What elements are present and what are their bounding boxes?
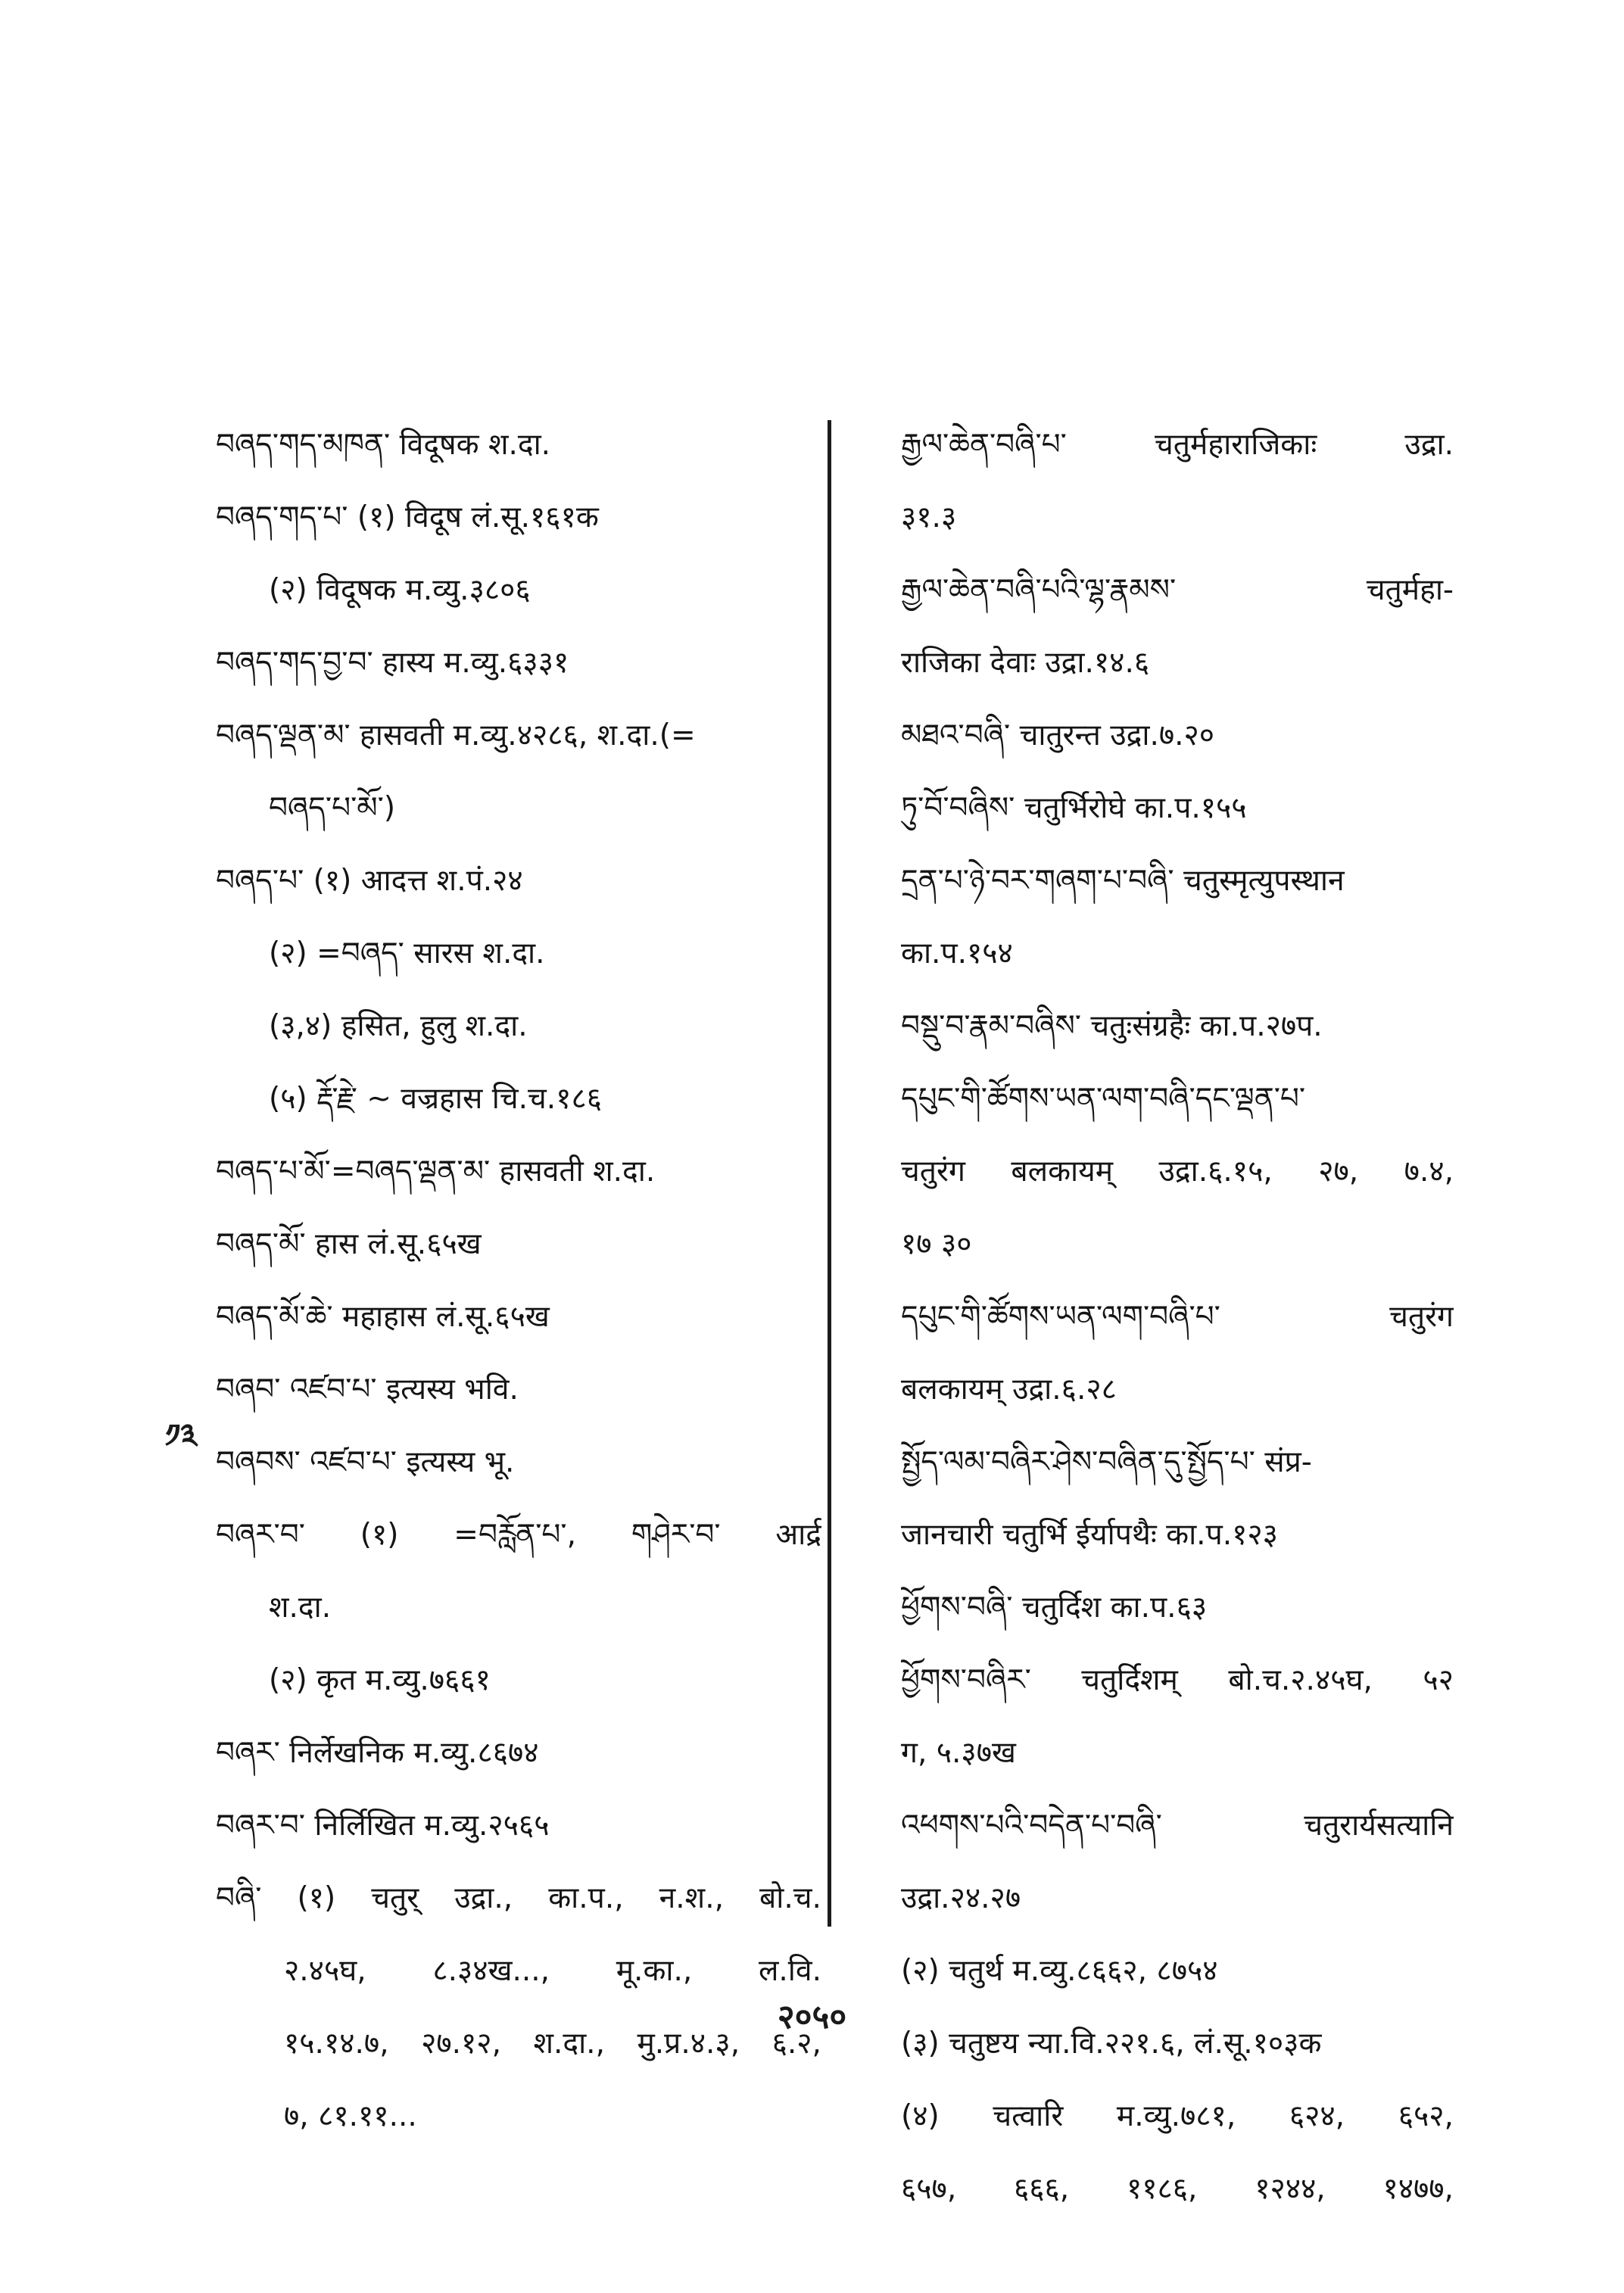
- entry-line: སྤྱོད་ལམ་བཞིར་ཤེས་བཞིན་དུ་སྤྱོད་པ་ संप्र-: [901, 1445, 1312, 1479]
- entry-word: चतुर्महाराजिकाः: [1155, 428, 1317, 462]
- entry-word: ८.३४ख...,: [432, 1954, 550, 1988]
- entry-line: (२) विदूषक म.व्यु.३८०६: [269, 573, 531, 607]
- entry-line: བཞད་པ་ (१) आदत्त श.पं.२४: [216, 864, 523, 898]
- entry-line: བཞད་གད་བྱ་བ་ हास्य म.व्यु.६३३१: [216, 646, 569, 680]
- entry-word: का.प.,: [548, 1881, 624, 1915]
- entry-line: बलकायम् उद्रा.६.२८: [901, 1372, 1117, 1407]
- entry-line: བཞབ་ འཛབ་པ་ इत्यस्य भवि.: [216, 1372, 519, 1407]
- entry-word: १५.१४.७,: [284, 2027, 389, 2061]
- entry-word: ६५२,: [1398, 2099, 1454, 2133]
- entry-line: བཞད་པ་མོ་): [269, 791, 396, 825]
- entry-word: ६५७,: [901, 2172, 957, 2206]
- entry-line: བཞད་ལྡན་མ་ हासवती म.व्यु.४२८६, श.दा.(=: [216, 718, 696, 752]
- entry-word: आर्द्र: [775, 1518, 821, 1552]
- margin-mark: ༡༣: [165, 1417, 198, 1454]
- entry-line: [901, 2080, 1454, 2153]
- entry-word: चतुरंग: [901, 1154, 965, 1189]
- left-column: [216, 409, 821, 2153]
- entry-line: [901, 1136, 1454, 1208]
- entry-word: म.व्यु.७८१,: [1116, 2099, 1236, 2133]
- entry-line: [901, 2153, 1454, 2226]
- entry-line: श.दा.: [269, 1590, 332, 1625]
- entry-word: =བརློན་པ་,: [454, 1518, 577, 1552]
- entry-word: बो.च.: [759, 1881, 821, 1915]
- entry-line: (३,४) हसित, हुलु श.दा.: [269, 1009, 528, 1043]
- entry-word: २७.१२,: [421, 2027, 501, 2061]
- entry-line: [901, 1644, 1454, 1717]
- entry-line: [901, 554, 1454, 627]
- entry-line: བཞད་མོ་ཆེ་ महाहास लं.सू.६५ख: [216, 1300, 550, 1334]
- entry-line: उद्रा.२४.२७: [901, 1881, 1021, 1915]
- entry-line: ग, ५.३७ख: [901, 1736, 1016, 1770]
- entry-line: (२) चतुर्थ म.व्यु.८६६२, ८७५४: [901, 1954, 1218, 1988]
- entry-line: བཞབས་ འཛབ་པ་ इत्यस्य भू.: [216, 1445, 515, 1479]
- entry-word: चतुर्दिशम्: [1081, 1663, 1178, 1697]
- entry-word: मू.का.,: [616, 1954, 693, 1988]
- entry-line: བཞད་པ་མོ་=བཞད་ལྡན་མ་ हासवती श.दा.: [216, 1154, 656, 1189]
- entry-word: (१): [297, 1881, 336, 1915]
- entry-line: [901, 409, 1454, 481]
- entry-word: चतुरंग: [1389, 1300, 1454, 1334]
- entry-word: ल.वि.: [758, 1954, 821, 1988]
- entry-word: བཞི་: [216, 1881, 262, 1915]
- entry-word: चतुर्: [371, 1881, 419, 1915]
- column-divider: [828, 420, 831, 1927]
- entry-line: जानचारी चतुर्भि ईर्यापथैः का.प.१२३: [901, 1518, 1278, 1552]
- entry-line: का.प.१५४: [901, 936, 1013, 970]
- entry-word: དཔུང་གི་ཚོགས་ཡན་ལག་བཞི་པ་: [901, 1300, 1220, 1334]
- entry-line: [901, 1281, 1454, 1354]
- entry-word: चतुर्महा-: [1366, 573, 1454, 607]
- entry-line: དཔུང་གི་ཚོགས་ཡན་ལག་བཞི་དང་ལྡན་པ་: [901, 1082, 1306, 1116]
- entry-word: श.दा.,: [533, 2027, 605, 2061]
- entry-line: राजिका देवाः उद्रा.१४.६: [901, 646, 1150, 680]
- entry-word: ६.२,: [771, 2027, 821, 2061]
- entry-word: २७,: [1318, 1154, 1359, 1189]
- entry-word: ११८६,: [1126, 2172, 1198, 2206]
- entry-line: [216, 1862, 821, 1935]
- entry-line: ཕྱོགས་བཞི་ चतुर्दिश का.प.६३: [901, 1590, 1208, 1625]
- entry-word: ५२: [1423, 1663, 1454, 1697]
- entry-line: བཞར་ निर्लेखनिक म.व्यु.८६७४: [216, 1736, 539, 1770]
- entry-word: उद्रा.६.१५,: [1158, 1154, 1273, 1189]
- entry-line: བཞད་གད་པ་ (१) विदूष लं.सू.१६१क: [216, 500, 599, 534]
- entry-line: དྲན་པ་ཉེ་བར་གཞག་པ་བཞི་ चतुस्मृत्युपस्थान: [901, 864, 1345, 898]
- entry-word: बलकायम्: [1011, 1154, 1114, 1189]
- entry-word: ७.४,: [1404, 1154, 1454, 1189]
- entry-line: (२) कृत म.व्यु.७६६१: [269, 1663, 491, 1697]
- entry-line: ७, ८१.११...: [284, 2099, 417, 2133]
- entry-word: ६२४,: [1289, 2099, 1345, 2133]
- entry-word: मु.प्र.४.३,: [637, 2027, 740, 2061]
- entry-word: २.४५घ,: [284, 1954, 366, 1988]
- entry-word: न.श.,: [659, 1881, 724, 1915]
- entry-word: चतुरार्यसत्यानि: [1304, 1809, 1454, 1843]
- entry-line: [901, 1790, 1454, 1862]
- right-column: [901, 409, 1454, 2226]
- entry-word: उद्रा.,: [454, 1881, 513, 1915]
- entry-word: चत्वारि: [993, 2099, 1064, 2133]
- entry-word: १४७७,: [1382, 2172, 1454, 2206]
- entry-word: རྒྱལ་ཆེན་བཞི་པའི་ལྷ་རྣམས་: [901, 573, 1177, 607]
- entry-line: (५) རྡོ་རྗེ་ ~ वज्रहास चि.च.१८६: [269, 1082, 603, 1116]
- entry-line: བཞར་བ་ निर्लिखित म.व्यु.२५६५: [216, 1809, 550, 1843]
- entry-line: [216, 1499, 821, 1572]
- entry-line: १७ ३०: [901, 1227, 972, 1261]
- entry-line: (२) =བཞད་ सारस श.दा.: [269, 936, 545, 970]
- entry-word: བཞར་བ་: [216, 1518, 305, 1552]
- entry-line: བཞད་གད་མཁན་ विदूषक श.दा.: [216, 428, 551, 462]
- entry-word: (४): [901, 2099, 940, 2133]
- entry-word: ६६६,: [1013, 2172, 1070, 2206]
- entry-word: གཤེར་བ་: [631, 1518, 721, 1552]
- entry-word: बो.च.२.४५घ,: [1228, 1663, 1373, 1697]
- page-number: २०५०: [777, 1998, 847, 2036]
- entry-word: རྒྱལ་ཆེན་བཞི་པ་: [901, 428, 1067, 462]
- entry-line: ཏུ་བོ་བཞིས་ चतुर्भिरोघे का.प.१५५: [901, 791, 1247, 825]
- entry-word: འཕགས་པའི་བདེན་པ་བཞི་: [901, 1809, 1162, 1843]
- entry-line: ३१.३: [901, 500, 957, 534]
- entry-word: उद्रा.: [1404, 428, 1454, 462]
- entry-line: མཐའ་བཞི་ चातुरन्त उद्रा.७.२०: [901, 718, 1215, 752]
- entry-line: (३) चतुष्टय न्या.वि.२२१.६, लं.सू.१०३क: [901, 2027, 1322, 2061]
- entry-word: (१): [360, 1518, 399, 1552]
- entry-word: ཕྱོགས་བཞིར་: [901, 1663, 1031, 1697]
- entry-word: १२४४,: [1255, 2172, 1326, 2206]
- entry-line: བཞད་མོ་ हास लं.सू.६५ख: [216, 1227, 482, 1261]
- entry-line: བསྡུ་བ་རྣམ་བཞིས་ चतुःसंग्रहैः का.प.२७प.: [901, 1009, 1323, 1043]
